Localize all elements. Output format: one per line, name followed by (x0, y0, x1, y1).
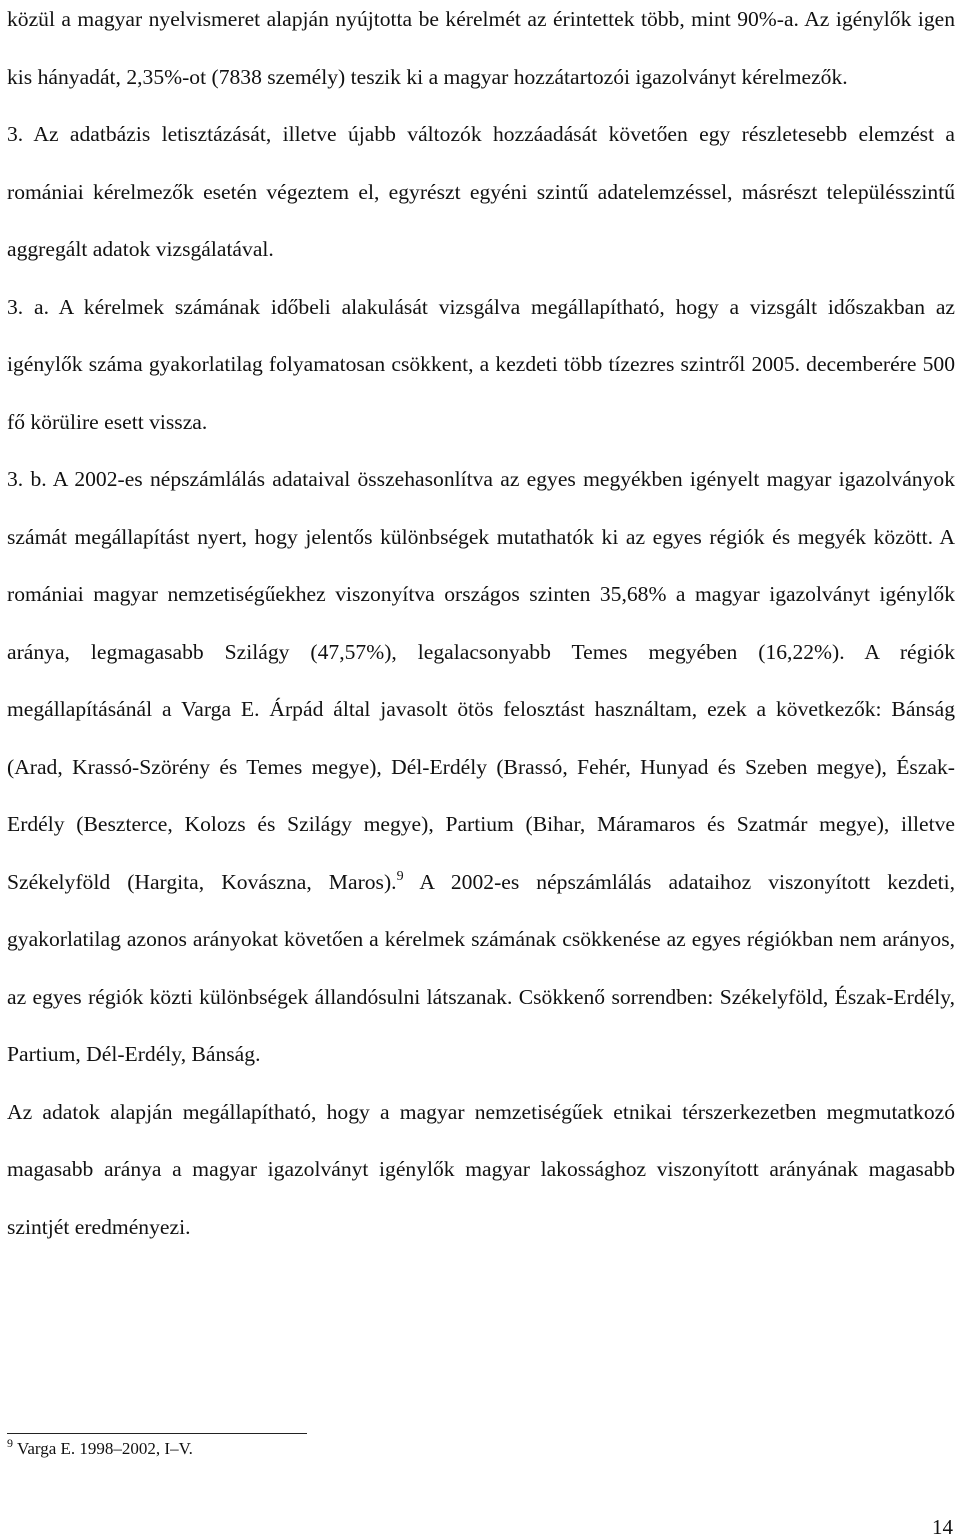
paragraph-section-3b (7, 451, 955, 1084)
footnote-marker: 9 (7, 1436, 13, 1450)
paragraph-section-3b-continued: A 2002-es népszámlálás adataihoz viszonyított kezdeti, gyakorlatilag azonos arányokat követően a kérelmek számának csökkenése az egyes régiókban nem arányos, az egyes régiók közti különbségek állandósulni látszanak. Csökkenő sorrendben: Székelyföld, Észak-Erdély, Partium, Dél-Erdély, Bánság. (7, 869, 956, 1066)
footnote (7, 1438, 193, 1460)
footnote-text: Varga E. 1998–2002, I–V. (13, 1439, 193, 1458)
paragraph-section-3a: 3. a. A kérelmek számának időbeli alakulását vizsgálva megállapítható, hogy a vizsgált időszakban az igénylők száma gyakorlatilag folyamatosan csökkent, a kezdeti több tízezres szintről 2005. decemberére 500 fő körülire esett vissza. (7, 294, 955, 434)
footnote-reference[interactable]: 9 (396, 868, 404, 884)
paragraph-section-3b-text: 3. b. A 2002-es népszámlálás adataival összehasonlítva az egyes megyékben igényelt magyar igazolványok számát megállapítást nyert, hogy jelentős különbségek mutathatók ki az egyes régiók és megyék között. A romániai magyar nemzetiségűekhez viszonyítva országos szinten 35,68% a magyar igazolványt igénylők aránya, legmagasabb Szilágy (47,57%), legalacsonyabb Temes megyében (16,22%). A régiók megállapításánál a Varga E. Árpád által javasolt ötös felosztást használtam, ezek a következők: Bánság (Arad, Krassó-Szörény és Temes megye), Dél-Erdély (Brassó, Fehér, Hunyad és Szeben megye), Észak-Erdély (Beszterce, Kolozs és Szilágy megye), Partium (Bihar, Máramaros és Szatmár megye), illetve Székelyföld (Hargita, Kovászna, Maros). (7, 467, 955, 894)
paragraph-conclusion: Az adatok alapján megállapítható, hogy a magyar nemzetiségűek etnikai térszerkezetben megmutatkozó magasabb aránya a magyar igazolványt igénylők magyar lakossághoz viszonyított arányának magasabb szintjét eredményezi. (7, 1099, 955, 1239)
paragraph-section-3: 3. Az adatbázis letisztázását, illetve újabb változók hozzáadását követően egy részletesebb elemzést a romániai kérelmezők esetén végeztem el, egyrészt egyéni szintű adatelemzéssel, másrészt településszintű aggregált adatok vizsgálatával. (7, 122, 955, 261)
footnote-divider (7, 1433, 307, 1434)
body-text (7, 0, 955, 1256)
paragraph-intro: közül a magyar nyelvismeret alapján nyújtotta be kérelmét az érintettek több, mint 90%-a. Az igénylők igen kis hányadát, 2,35%-ot (7838 személy) teszik ki a magyar hozzátartozói igazolványt kérelmezők. (7, 7, 955, 89)
page-number: 14 (932, 1515, 953, 1539)
